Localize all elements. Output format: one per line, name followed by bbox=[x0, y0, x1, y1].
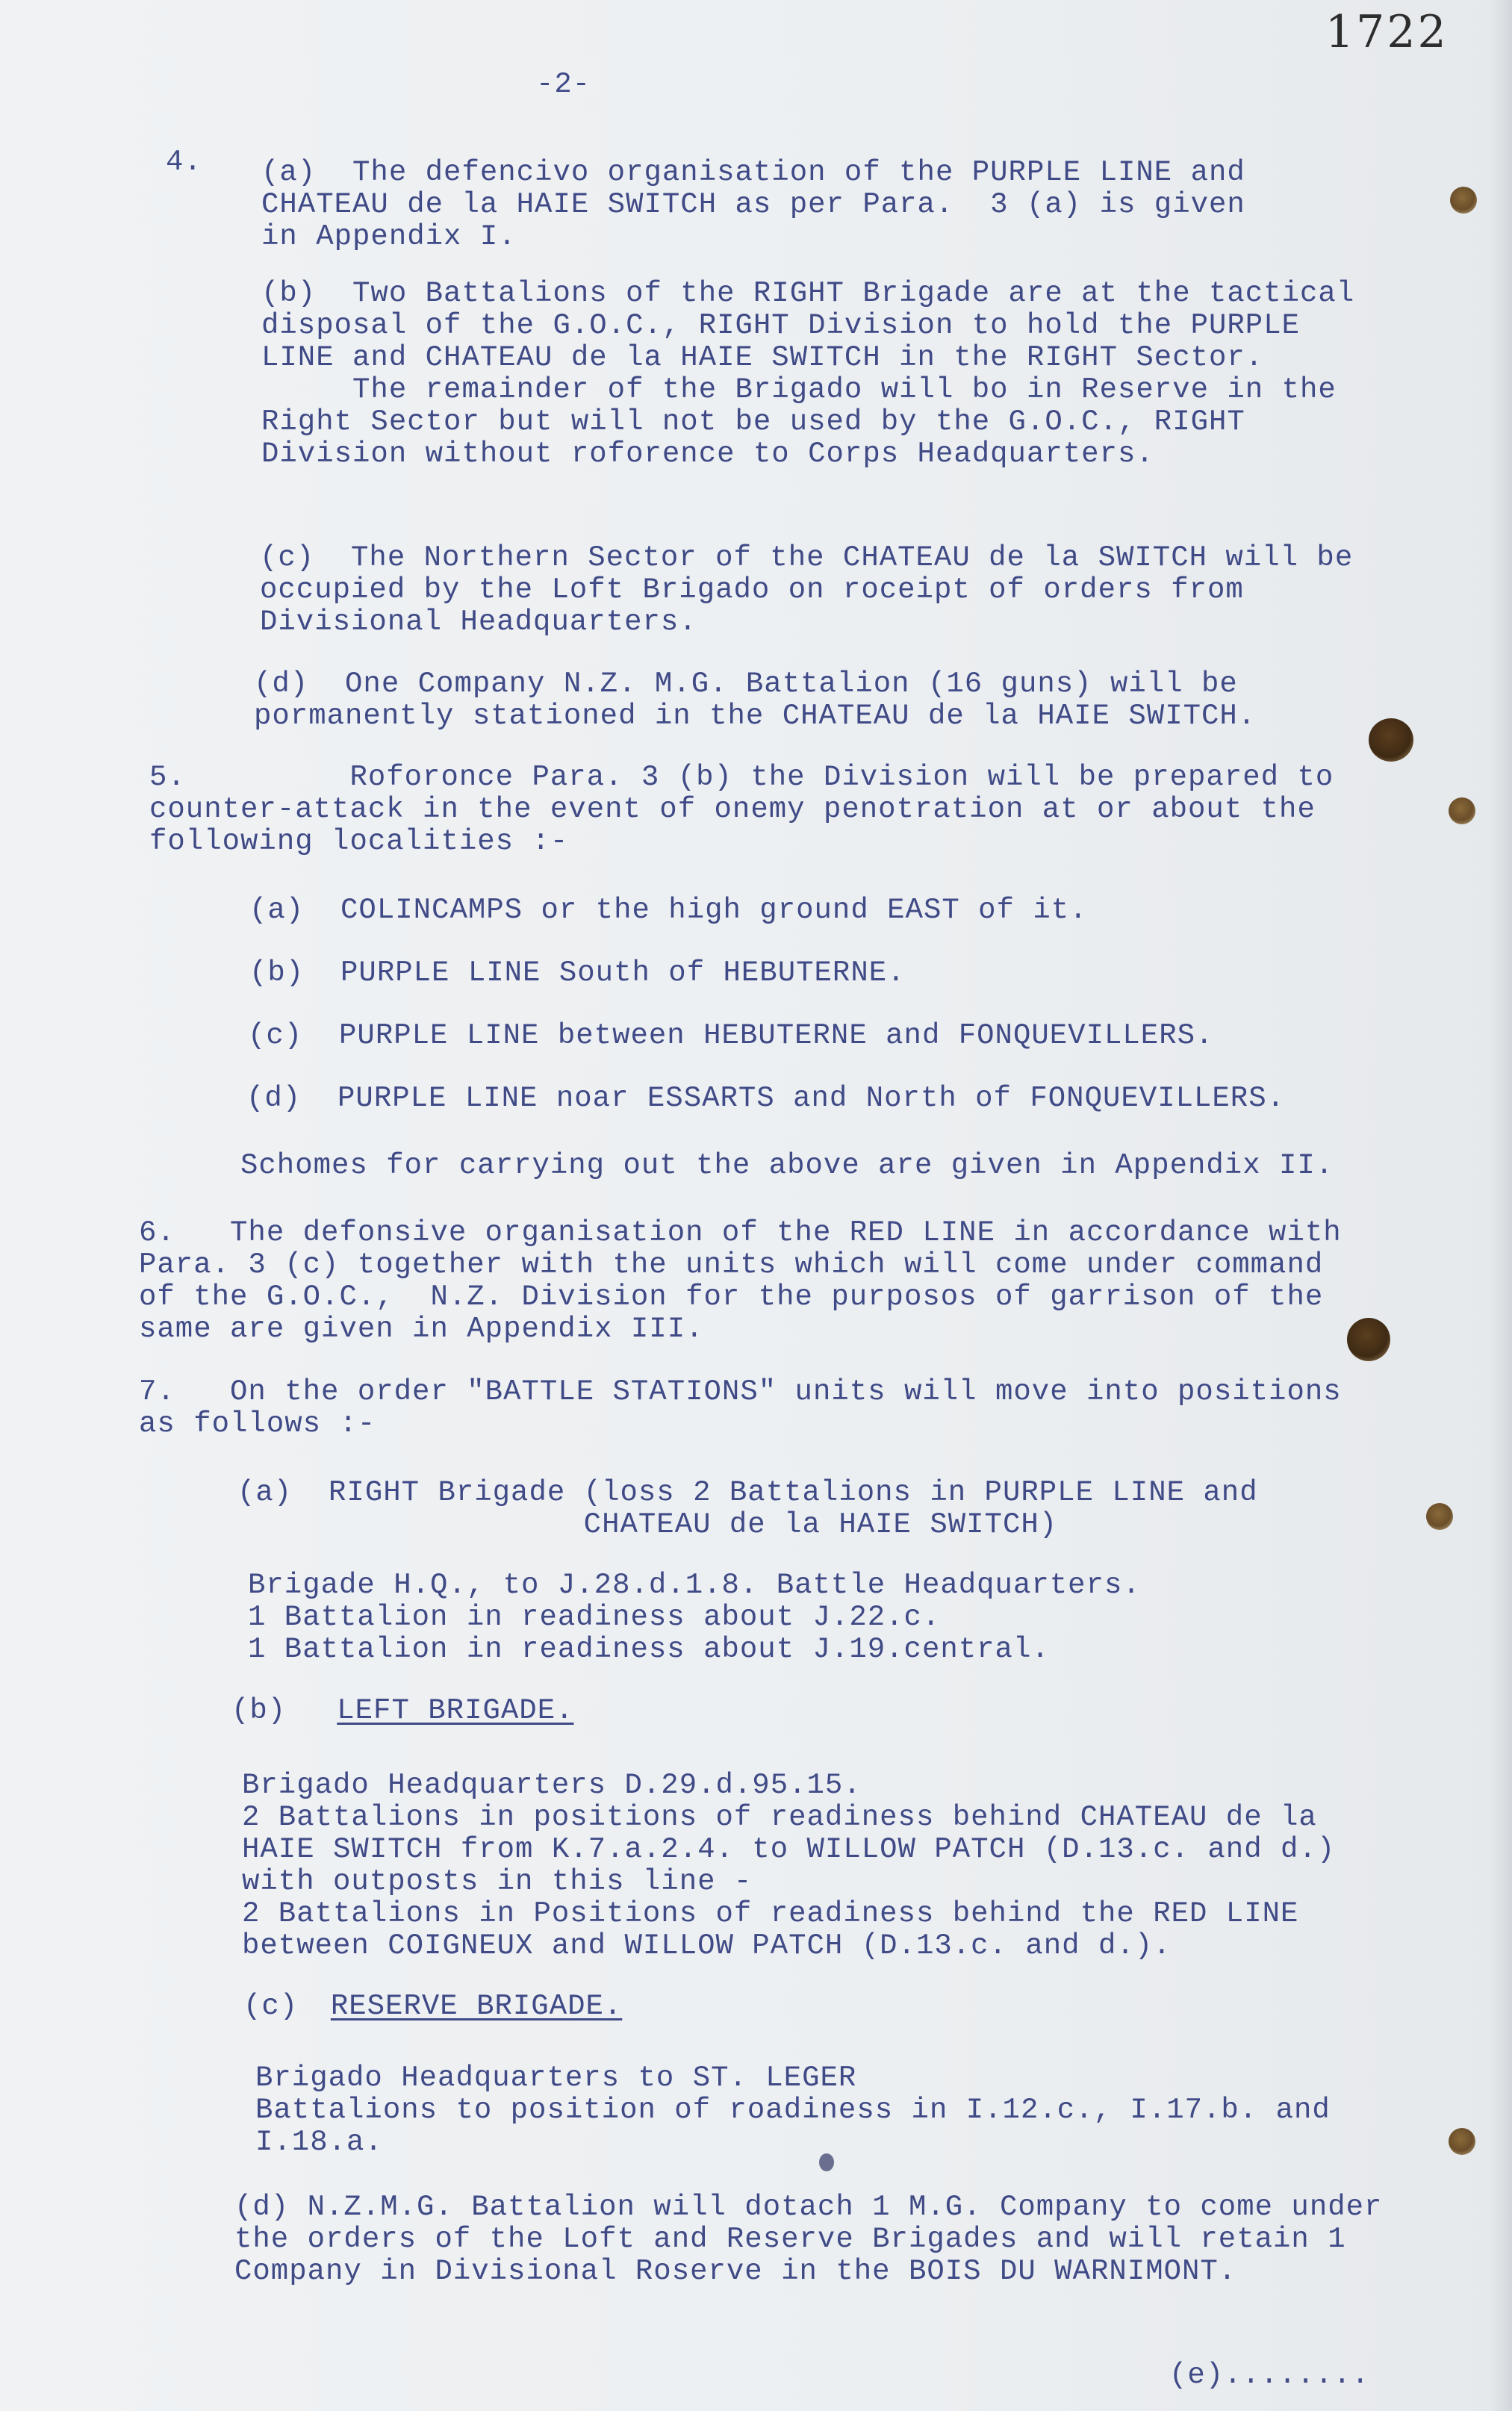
text-line: (d) PURPLE LINE noar ESSARTS and North of FONQUEVILLERS. bbox=[246, 1082, 1286, 1115]
text-line: in Appendix I. bbox=[261, 220, 517, 253]
text-line: 6. The defonsive organisation of the RED LINE in accordance with bbox=[139, 1216, 1342, 1249]
para-6 bbox=[139, 1217, 1342, 1346]
text-line: 5. Roforonce Para. 3 (b) the Division will be prepared to bbox=[149, 761, 1334, 794]
punch-hole bbox=[1449, 2128, 1475, 2155]
para-5-item-b bbox=[249, 957, 906, 989]
punch-hole bbox=[1347, 1318, 1390, 1361]
text-line: (a) The defencivo organisation of the PURPLE LINE and bbox=[261, 156, 1245, 189]
page-fold-shadow bbox=[1490, 0, 1512, 2411]
text-line: pormanently stationed in the CHATEAU de la HAIE SWITCH. bbox=[254, 700, 1257, 732]
para-7 bbox=[139, 1376, 1342, 1440]
text-line: of the G.O.C., N.Z. Division for the purposos of garrison of the bbox=[139, 1281, 1324, 1313]
text-line: Schomes for carrying out the above are given in Appendix II. bbox=[240, 1149, 1334, 1182]
para-4-number: 4. bbox=[166, 146, 202, 178]
text-line: (b) Two Battalions of the RIGHT Brigade are at the tactical bbox=[261, 277, 1355, 310]
text-line: (a) RIGHT Brigade (loss 2 Battalions in PURPLE LINE and bbox=[237, 1476, 1258, 1509]
para-5-item-a bbox=[249, 895, 1088, 927]
text-line: Battalions to position of roadiness in I.12.c., I.17.b. and bbox=[255, 2094, 1331, 2127]
punch-hole bbox=[1449, 797, 1475, 824]
section-title-reserve-brigade: RESERVE BRIGADE. bbox=[330, 1990, 623, 2023]
para-7c-heading bbox=[243, 1991, 622, 2023]
para-4d bbox=[254, 668, 1256, 732]
text-line: 2 Battalions in Positions of readiness behind the RED LINE bbox=[242, 1897, 1299, 1930]
text-line: I.18.a. bbox=[255, 2126, 383, 2159]
text-line: Right Sector but will not be used by the G.O.C., RIGHT bbox=[261, 405, 1245, 438]
para-5-item-c bbox=[248, 1020, 1213, 1052]
text-line: 1 Battalion in readiness about J.19.central. bbox=[248, 1633, 1050, 1666]
punch-hole bbox=[1450, 187, 1477, 214]
section-label: (c) bbox=[243, 1990, 299, 2023]
text-line: as follows :- bbox=[139, 1407, 376, 1440]
text-line: (c) PURPLE LINE between HEBUTERNE and FONQUEVILLERS. bbox=[248, 1019, 1214, 1052]
folio-number: 1722 bbox=[1325, 6, 1449, 58]
section-label: (b) bbox=[231, 1694, 287, 1727]
text-line: HAIE SWITCH from K.7.a.2.4. to WILLOW PATCH (D.13.c. and d.) bbox=[242, 1833, 1336, 1866]
text-line: The remainder of the Brigado will bo in Reserve in the bbox=[261, 373, 1337, 406]
text-line: disposal of the G.O.C., RIGHT Division to hold the PURPLE bbox=[261, 309, 1301, 342]
text-line: 2 Battalions in positions of readiness behind CHATEAU de la bbox=[242, 1801, 1317, 1834]
text-line: CHATEAU de la HAIE SWITCH) bbox=[237, 1508, 1058, 1541]
para-7b-heading bbox=[231, 1695, 574, 1727]
text-line: (d) One Company N.Z. M.G. Battalion (16 guns) will be bbox=[254, 668, 1238, 700]
text-line: (a) COLINCAMPS or the high ground EAST of it. bbox=[249, 894, 1088, 927]
text-line: LINE and CHATEAU de la HAIE SWITCH in the RIGHT Sector. bbox=[261, 341, 1264, 374]
text-line: 1 Battalion in readiness about J.22.c. bbox=[248, 1601, 941, 1634]
text-line: Brigado Headquarters to ST. LEGER bbox=[255, 2062, 857, 2094]
section-title-left-brigade: LEFT BRIGADE. bbox=[337, 1694, 574, 1727]
para-4b bbox=[261, 278, 1354, 470]
text-line: (b) PURPLE LINE South of HEBUTERNE. bbox=[249, 956, 906, 989]
text-line: counter-attack in the event of onemy penotration at or about the bbox=[149, 793, 1316, 826]
text-line: between COIGNEUX and WILLOW PATCH (D.13.c. and d.). bbox=[242, 1929, 1172, 1962]
text-line: Divisional Headquarters. bbox=[260, 606, 697, 638]
para-5 bbox=[149, 762, 1334, 858]
text-line: Brigade H.Q., to J.28.d.1.8. Battle Headquarters. bbox=[248, 1569, 1141, 1602]
text-line: Para. 3 (c) together with the units which will come under command bbox=[139, 1248, 1324, 1281]
para-4a bbox=[261, 157, 1245, 253]
para-7a-body bbox=[248, 1570, 1141, 1666]
continuation-mark: (e)........ bbox=[1169, 2359, 1370, 2392]
text-line: the orders of the Loft and Reserve Brigades and will retain 1 bbox=[234, 2223, 1346, 2256]
para-7a-heading bbox=[237, 1477, 1258, 1541]
text-line: Brigado Headquarters D.29.d.95.15. bbox=[242, 1769, 862, 1802]
text-line: occupied by the Loft Brigado on roceipt of orders from bbox=[260, 573, 1244, 606]
para-4c bbox=[260, 542, 1353, 638]
text-line: (d) N.Z.M.G. Battalion will dotach 1 M.G. Company to come under bbox=[234, 2191, 1383, 2224]
para-5-closing bbox=[240, 1150, 1334, 1182]
text-line: following localities :- bbox=[149, 825, 569, 858]
para-7b-body bbox=[242, 1770, 1335, 1962]
para-7d bbox=[234, 2191, 1382, 2288]
text-line: Company in Divisional Roserve in the BOIS DU WARNIMONT. bbox=[234, 2255, 1237, 2288]
punch-hole bbox=[1426, 1503, 1453, 1530]
text-line: same are given in Appendix III. bbox=[139, 1313, 704, 1346]
para-7c-body bbox=[255, 2062, 1331, 2159]
ink-blot bbox=[819, 2153, 834, 2171]
page-number: -2- bbox=[536, 68, 591, 101]
text-line: (c) The Northern Sector of the CHATEAU de la SWITCH will be bbox=[260, 541, 1354, 574]
text-line: 7. On the order "BATTLE STATIONS" units will move into positions bbox=[139, 1375, 1342, 1408]
text-line: CHATEAU de la HAIE SWITCH as per Para. 3 (a) is given bbox=[261, 188, 1245, 221]
text-line: with outposts in this line - bbox=[242, 1865, 753, 1898]
para-5-item-d bbox=[246, 1083, 1285, 1115]
punch-hole bbox=[1369, 718, 1413, 762]
text-line: Division without roforence to Corps Headquarters. bbox=[261, 438, 1154, 470]
